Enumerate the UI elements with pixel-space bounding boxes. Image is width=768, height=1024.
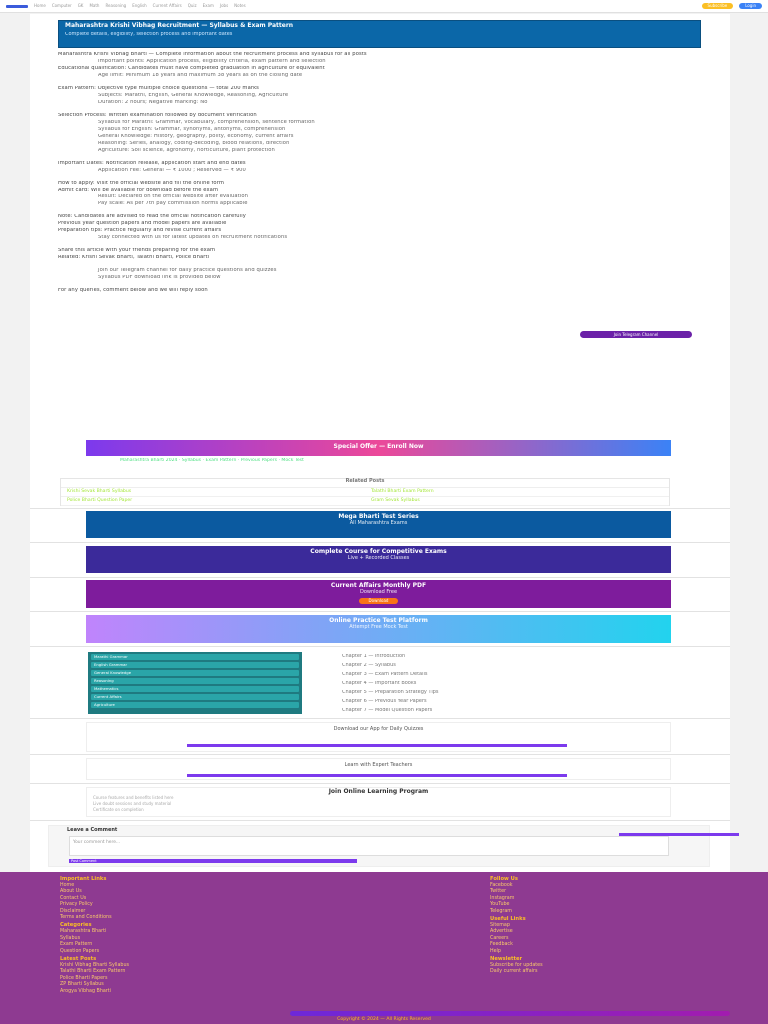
nav-link-jobs[interactable]: Jobs bbox=[219, 2, 229, 8]
related-post-link[interactable]: Talathi Bharti Exam Pattern bbox=[365, 488, 669, 497]
footer-link[interactable]: Terms and Conditions bbox=[60, 915, 112, 920]
footer-link[interactable]: Question Papers bbox=[60, 948, 100, 954]
article-line: General Knowledge: History, geography, polity, economy, current affairs bbox=[98, 133, 294, 139]
nav-link-exam[interactable]: Exam bbox=[202, 2, 214, 8]
top-navigation-bar bbox=[0, 0, 768, 13]
footer-link[interactable]: Help bbox=[490, 948, 501, 954]
nav-link-current-affairs[interactable]: Current Affairs bbox=[152, 2, 182, 8]
article-line: For any queries, comment below and we will reply soon bbox=[58, 288, 208, 294]
related-post-link[interactable]: Gram Sevak Syllabus bbox=[365, 497, 669, 506]
divider bbox=[30, 577, 730, 578]
toc-item[interactable]: Chapter 4 — Important Books bbox=[342, 681, 417, 686]
toc-item[interactable]: Chapter 7 — Model Question Papers bbox=[342, 708, 433, 713]
program-row: Course features and benefits listed here bbox=[93, 794, 174, 800]
ad-banner-practice[interactable] bbox=[86, 615, 671, 643]
thumb-item: English Grammar bbox=[91, 662, 299, 668]
ad-subtitle: Attempt Free Mock Test bbox=[349, 623, 408, 630]
banner-subtitle: Complete details, eligibility, selection process and important dates bbox=[65, 31, 233, 37]
divider bbox=[30, 611, 730, 612]
table-of-contents-block bbox=[86, 650, 671, 716]
footer-link[interactable]: ZP Bharti Syllabus bbox=[60, 982, 104, 988]
site-logo[interactable] bbox=[6, 5, 28, 8]
article-body bbox=[58, 52, 701, 454]
related-posts-table bbox=[60, 478, 670, 506]
toc-item[interactable]: Chapter 6 — Previous Year Papers bbox=[342, 699, 427, 704]
toc-item[interactable]: Chapter 2 — Syllabus bbox=[342, 663, 396, 668]
promo-text: Download our App for Daily Quizzes bbox=[333, 726, 424, 732]
nav-link-gk[interactable]: GK bbox=[77, 2, 84, 8]
article-line: Selection Process: Written examination followed by document verification bbox=[58, 112, 257, 118]
article-line: Duration: 2 hours; Negative marking: No bbox=[98, 99, 208, 105]
footer-accent-bar bbox=[290, 1011, 730, 1016]
footer-heading: Latest Posts bbox=[60, 956, 97, 962]
ad-title: Current Affairs Monthly PDF bbox=[330, 582, 427, 589]
footer-link[interactable]: Careers bbox=[490, 935, 509, 941]
footer-heading: Follow Us bbox=[490, 876, 518, 882]
nav-link-english[interactable]: English bbox=[132, 2, 147, 8]
thumb-item: Current Affairs bbox=[91, 694, 299, 700]
article-line: Related: Krishi Sevak Bharti, Talathi Bharti, Police Bharti bbox=[58, 255, 210, 261]
toc-list bbox=[342, 654, 662, 717]
related-post-link[interactable]: Krishi Sevak Bharti Syllabus bbox=[61, 488, 365, 497]
divider bbox=[30, 783, 730, 784]
related-posts-title: Related Posts bbox=[61, 479, 669, 488]
program-row: Live doubt sessions and study material bbox=[93, 800, 172, 806]
divider bbox=[30, 820, 730, 821]
program-title: Join Online Learning Program bbox=[328, 788, 429, 795]
nav-link-computer[interactable]: Computer bbox=[51, 2, 72, 8]
copyright-text: Copyright © 2024 — All Rights Reserved bbox=[337, 1016, 431, 1022]
footer-column-right bbox=[490, 875, 543, 976]
footer-heading: Newsletter bbox=[490, 956, 523, 962]
toc-item[interactable]: Chapter 3 — Exam Pattern Details bbox=[342, 672, 428, 677]
footer-link[interactable]: Telegram bbox=[490, 908, 512, 914]
promo-bar bbox=[187, 774, 567, 777]
thumb-item: Agriculture bbox=[91, 702, 299, 708]
banner-title: Maharashtra Krishi Vibhag Recruitment — Syllabus & Exam Pattern bbox=[65, 22, 294, 29]
footer-link[interactable]: Instagram bbox=[490, 895, 515, 901]
footer-link[interactable]: Talathi Bharti Exam Pattern bbox=[60, 969, 126, 975]
toc-thumbnail[interactable] bbox=[88, 652, 302, 714]
post-comment-button[interactable] bbox=[69, 859, 357, 863]
ad-subtitle: Download Free bbox=[359, 588, 398, 595]
promo-banner-text: Special Offer — Enroll Now bbox=[333, 443, 424, 450]
footer-link[interactable]: Advertise bbox=[490, 929, 513, 935]
footer-link[interactable]: Police Bharti Papers bbox=[60, 975, 108, 981]
article-line: Educational qualification: Candidates must have completed graduation in agriculture or equivalent bbox=[58, 65, 325, 71]
divider bbox=[30, 508, 730, 509]
ad-subtitle: All Maharashtra Exams bbox=[349, 519, 408, 526]
divider bbox=[30, 646, 730, 647]
article-line: Agriculture: Soil science, agronomy, horticulture, plant protection bbox=[98, 147, 275, 153]
footer-link[interactable]: Daily current affairs bbox=[490, 969, 538, 975]
footer-link[interactable]: Privacy Policy bbox=[60, 902, 93, 908]
article-line: Note: Candidates are advised to read the official notification carefully bbox=[58, 214, 246, 220]
nav-link-math[interactable]: Math bbox=[89, 2, 100, 8]
ad-cta-button[interactable]: Download bbox=[359, 598, 399, 605]
footer-link[interactable]: Krishi Vibhag Bharti Syllabus bbox=[60, 962, 130, 968]
comment-heading: Leave a Comment bbox=[67, 827, 118, 833]
toc-item[interactable]: Chapter 1 — Introduction bbox=[342, 654, 406, 659]
article-line: Exam Pattern: Objective type multiple choice questions — total 200 marks bbox=[58, 85, 259, 91]
teachers-promo-card[interactable] bbox=[86, 758, 671, 780]
footer-heading: Categories bbox=[60, 922, 92, 929]
footer-link[interactable]: Facebook bbox=[490, 882, 513, 888]
divider bbox=[30, 542, 730, 543]
nav-link-quiz[interactable]: Quiz bbox=[187, 2, 197, 8]
learning-program-card[interactable] bbox=[86, 787, 671, 817]
thumb-item: Marathi Grammar bbox=[91, 654, 299, 660]
thumb-item: Mathematics bbox=[91, 686, 299, 692]
article-line: Admit card: Will be available for download before the exam bbox=[58, 187, 219, 193]
footer-column-left bbox=[60, 875, 129, 995]
article-line: Reasoning: Series, analogy, coding-decoding, blood relations, direction bbox=[98, 140, 290, 146]
subscribe-button[interactable]: Subscribe bbox=[702, 3, 734, 10]
divider bbox=[30, 718, 730, 719]
ad-title: Online Practice Test Platform bbox=[329, 617, 428, 624]
article-line: Important Dates: Notification release, application start and end dates bbox=[58, 160, 246, 166]
toc-item[interactable]: Chapter 5 — Preparation Strategy Tips bbox=[342, 690, 439, 695]
ad-banner-course[interactable] bbox=[86, 546, 671, 573]
article-line: Result: Declared on the official website after evaluation bbox=[98, 194, 248, 200]
article-line: Join our Telegram channel for daily practice questions and quizzes bbox=[98, 268, 277, 274]
promo-bar bbox=[187, 744, 567, 747]
related-tags-heading: Maharashtra Bharti 2024 · Syllabus · Exam Pattern · Previous Papers · Mock Test bbox=[120, 458, 304, 463]
ad-title: Mega Bharti Test Series bbox=[338, 513, 419, 520]
article-line: How to apply: Visit the official website and fill the online form bbox=[58, 180, 224, 186]
post-banner bbox=[58, 20, 701, 48]
footer-link[interactable]: Syllabus bbox=[60, 935, 81, 941]
nav-link-notes[interactable]: Notes bbox=[234, 2, 246, 8]
ad-title: Complete Course for Competitive Exams bbox=[310, 548, 447, 555]
program-row: Certificate on completion bbox=[93, 806, 144, 812]
footer-link[interactable]: YouTube bbox=[490, 902, 510, 908]
ad-banner-test-series[interactable] bbox=[86, 511, 671, 538]
nav-link-reasoning[interactable]: Reasoning bbox=[105, 2, 127, 8]
article-line: Preparation tips: Practice regularly and revise current affairs bbox=[58, 228, 222, 234]
divider bbox=[30, 754, 730, 755]
thumb-item: General Knowledge bbox=[91, 670, 299, 676]
promo-text: Learn with Expert Teachers bbox=[344, 762, 413, 768]
footer-link[interactable]: Twitter bbox=[490, 889, 507, 895]
footer-link[interactable]: About Us bbox=[60, 889, 82, 895]
article-line: Share this article with your friends preparing for the exam bbox=[58, 248, 216, 254]
footer-link[interactable]: Sitemap bbox=[490, 922, 510, 928]
related-post-link[interactable]: Police Bharti Question Paper bbox=[61, 497, 365, 506]
footer-link[interactable]: Feedback bbox=[490, 942, 513, 948]
thumb-item: Reasoning bbox=[91, 678, 299, 684]
article-line: Important points: Application process, eligibility criteria, exam pattern and selection bbox=[98, 58, 326, 64]
article-line: Subjects: Marathi, English, General Knowledge, Reasoning, Agriculture bbox=[98, 92, 289, 98]
footer-heading: Important Links bbox=[60, 876, 107, 882]
promo-banner[interactable] bbox=[86, 440, 671, 456]
article-line: Pay scale: As per 7th pay commission norms applicable bbox=[98, 201, 248, 207]
nav-link-home[interactable]: Home bbox=[34, 2, 46, 8]
article-line: Stay connected with us for latest updates on recruitment notifications bbox=[98, 235, 288, 241]
article-line: Application Fee: General — ₹ 1000 ; Reserved — ₹ 900 bbox=[98, 167, 246, 173]
comment-section bbox=[48, 825, 710, 867]
comment-input[interactable]: Your comment here... bbox=[69, 836, 669, 856]
article-line: Maharashtra Krishi Vibhag Bharti — Complete information about the recruitment process and syllabus for all posts bbox=[58, 52, 367, 57]
ad-banner-current-affairs[interactable] bbox=[86, 580, 671, 608]
article-line: Syllabus for Marathi: Grammar, vocabulary, comprehension, sentence formation bbox=[98, 119, 315, 125]
footer-link[interactable]: Subscribe for updates bbox=[490, 962, 543, 968]
footer-link[interactable]: Disclaimer bbox=[60, 908, 86, 914]
footer-link[interactable]: Home bbox=[60, 882, 75, 888]
footer-link[interactable]: Exam Pattern bbox=[60, 942, 93, 948]
footer-link[interactable]: Arogya Vibhag Bharti bbox=[60, 988, 111, 994]
article-line: Age limit: Minimum 18 years and maximum 38 years as on the closing date bbox=[98, 72, 303, 78]
post-comment-label: Post Comment bbox=[71, 859, 97, 863]
article-line: Syllabus PDF download link is provided below bbox=[98, 275, 221, 281]
footer-link[interactable]: Maharashtra Bharti bbox=[60, 929, 107, 935]
footer-link[interactable]: Contact Us bbox=[60, 895, 87, 901]
article-line: Previous year question papers and model papers are available bbox=[58, 221, 227, 227]
ad-subtitle: Live + Recorded Classes bbox=[347, 554, 410, 561]
login-button[interactable]: Login bbox=[739, 3, 762, 10]
telegram-join-button[interactable]: Join Telegram Channel bbox=[580, 331, 692, 338]
article-line: Syllabus for English: Grammar, synonyms, antonyms, comprehension bbox=[98, 126, 286, 132]
app-promo-card[interactable] bbox=[86, 722, 671, 752]
site-footer bbox=[0, 872, 768, 1024]
footer-heading: Useful Links bbox=[490, 916, 526, 922]
